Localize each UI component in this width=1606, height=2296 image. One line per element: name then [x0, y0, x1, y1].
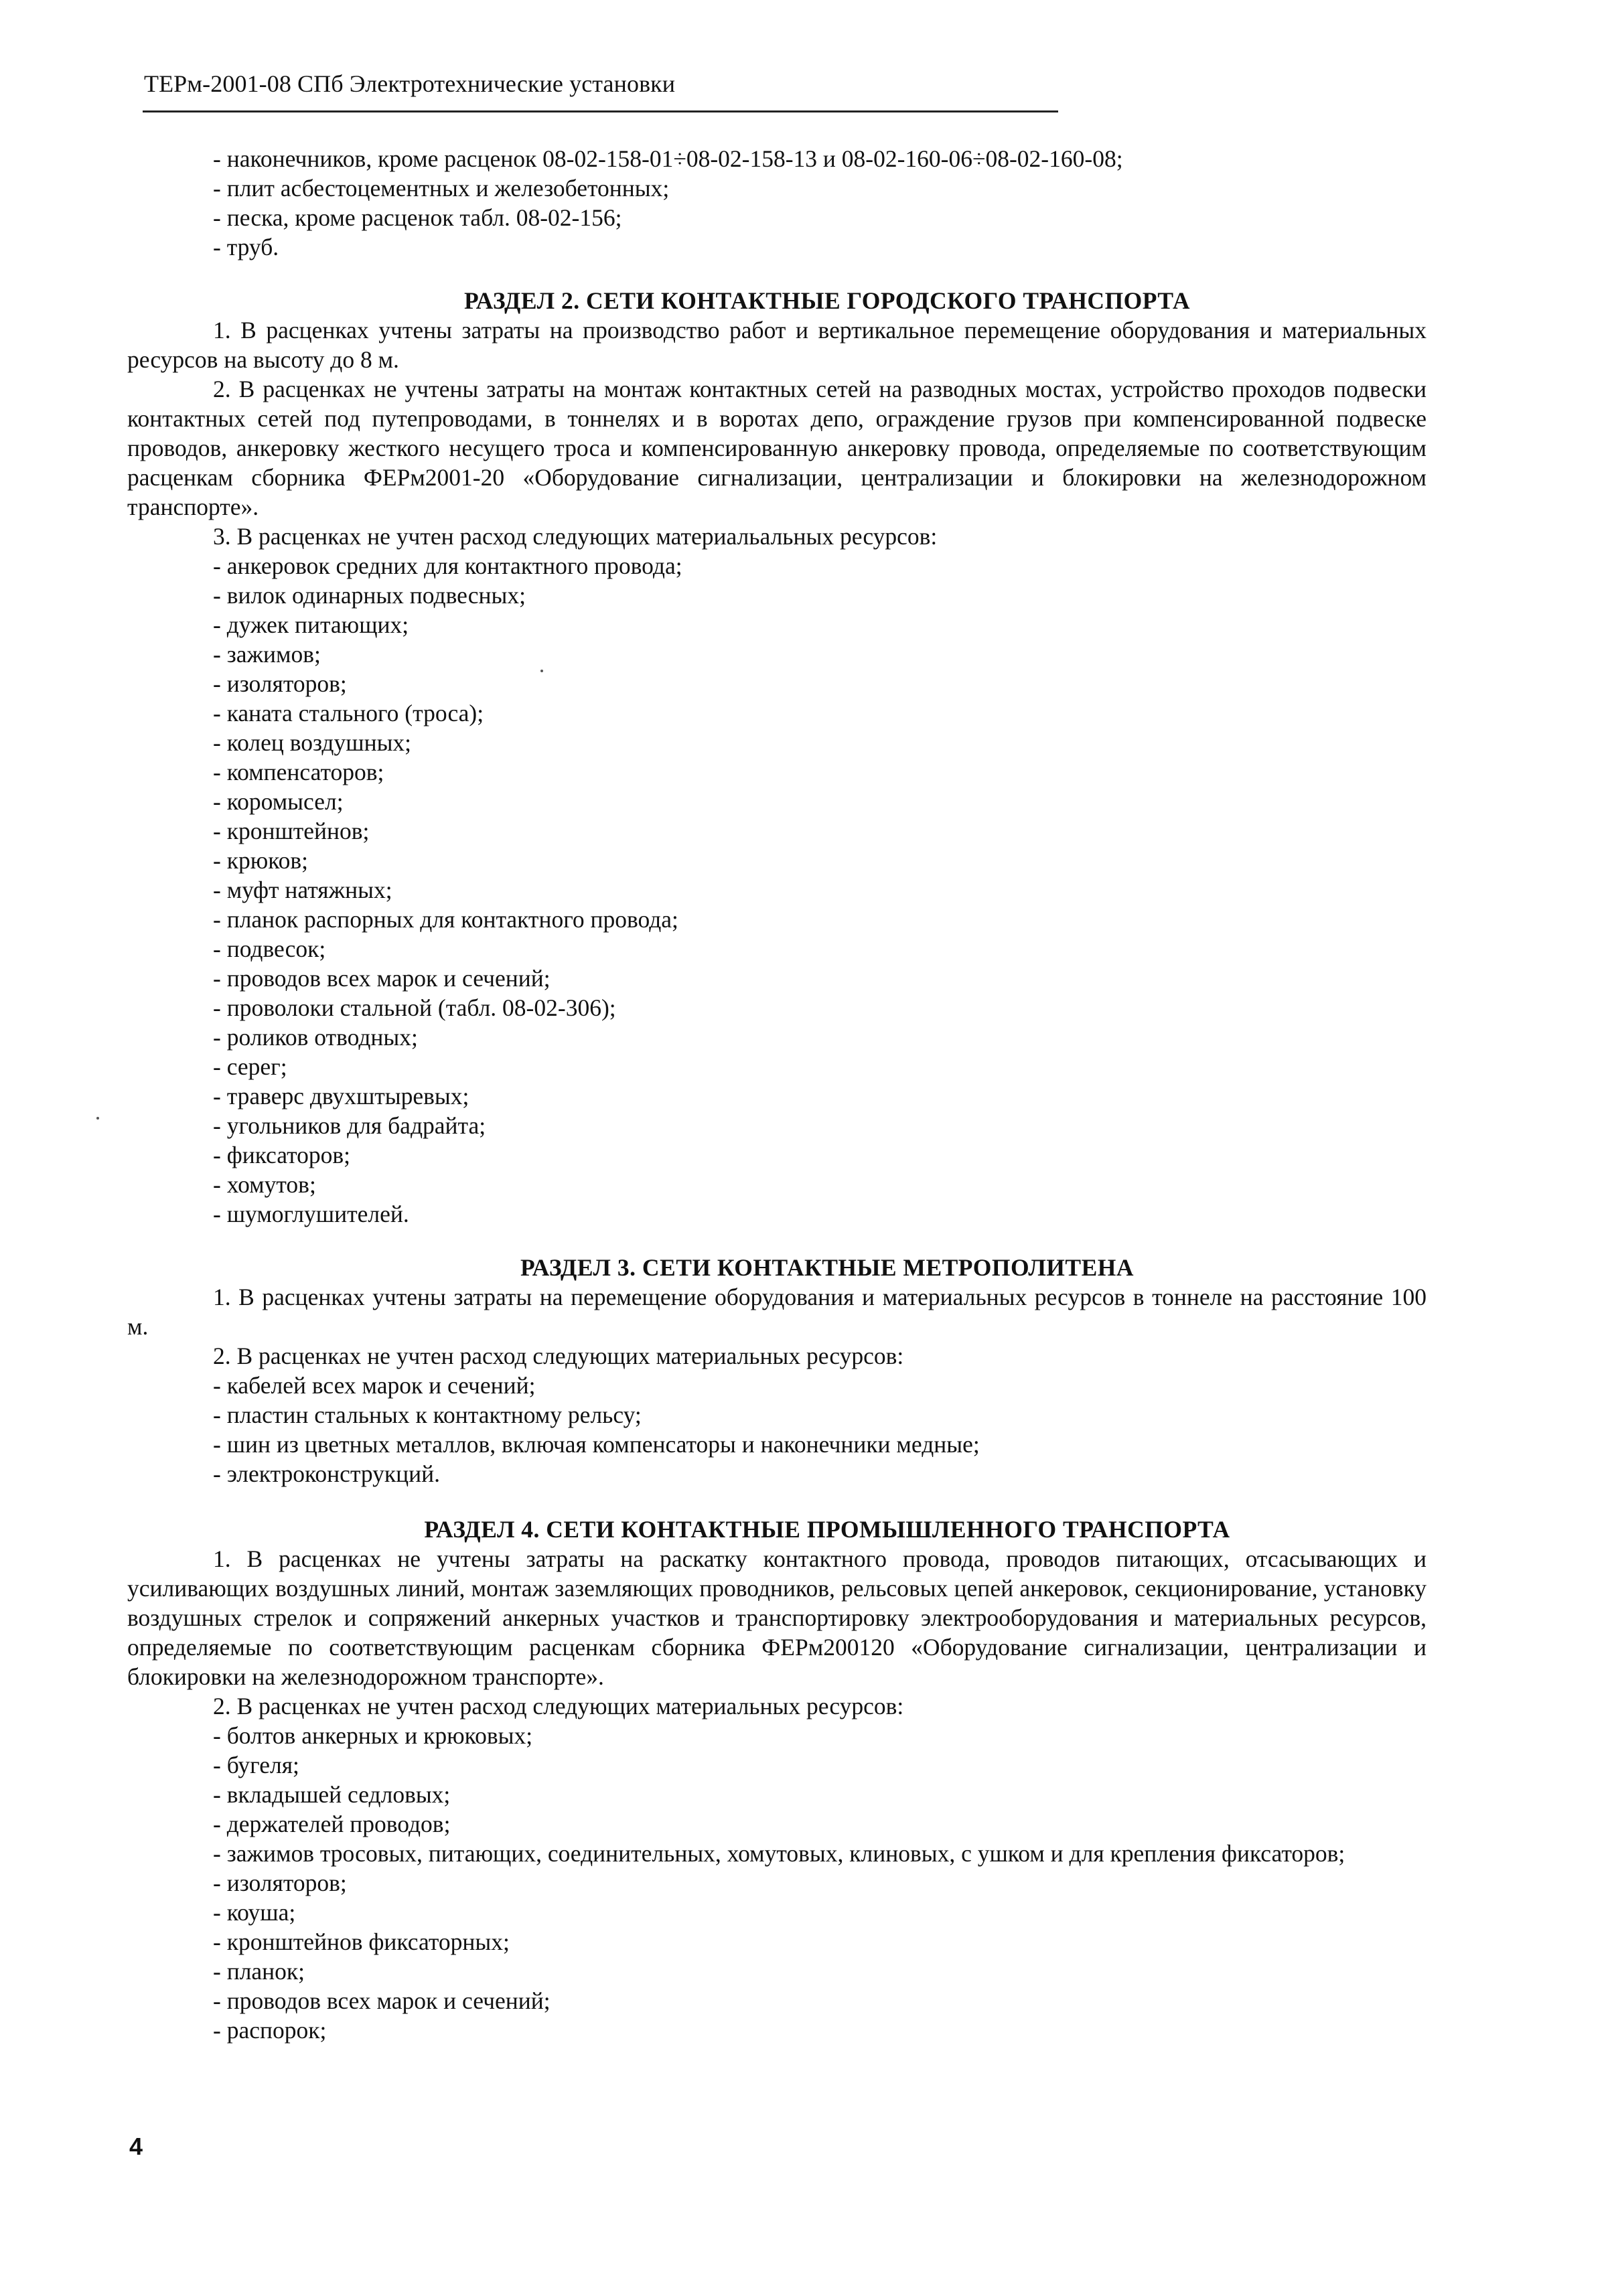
- list-item: - бугеля;: [213, 1752, 299, 1778]
- list-item: - угольников для бадрайта;: [213, 1112, 486, 1139]
- list-item: - колец воздушных;: [213, 729, 412, 756]
- list-item: - вилок одинарных подвесных;: [213, 582, 526, 609]
- header-rule: [143, 110, 1058, 112]
- list-item: - дужек питающих;: [213, 611, 409, 638]
- section-4-list: [127, 1721, 1427, 2045]
- running-header: ТЕРм-2001-08 СПб Электротехнические установки: [144, 70, 676, 97]
- section-4-heading: РАЗДЕЛ 4. СЕТИ КОНТАКТНЫЕ ПРОМЫШЛЕННОГО ТРАНСПОРТА: [424, 1516, 1230, 1543]
- section-2-paragraph-2: 2. В расценках не учтены затраты на монтаж контактных сетей на разводных мостах, устройство проходов подвески контактных сетей под путепроводами, в тоннелях и в воротах депо, ограждение грузов при компенсированной подвеске проводов, анкеровку жесткого несущего троса и компенсированную анкеровку провода, определяемые по соответствующим расценкам сборника ФЕРм2001-20 «Оборудование сигнализации, централизации и блокировки на железнодорожном транспорте».: [127, 376, 1427, 520]
- list-item: - проводов всех марок и сечений;: [213, 1987, 551, 2014]
- list-item: - наконечников, кроме расценок 08-02-158-01÷08-02-158-13 и 08-02-160-06÷08-02-160-08;: [213, 145, 1123, 172]
- list-item: - держателей проводов;: [213, 1811, 451, 1837]
- list-item: - кронштейнов;: [213, 818, 370, 844]
- list-item: - коуша;: [213, 1899, 296, 1926]
- list-item: - песка, кроме расценок табл. 08-02-156;: [213, 204, 622, 231]
- section-3-heading: РАЗДЕЛ 3. СЕТИ КОНТАКТНЫЕ МЕТРОПОЛИТЕНА: [520, 1254, 1135, 1281]
- section-2-heading: РАЗДЕЛ 2. СЕТИ КОНТАКТНЫЕ ГОРОДСКОГО ТРАНСПОРТА: [464, 287, 1190, 314]
- section-3-list: [127, 1371, 1427, 1488]
- list-item: - труб.: [213, 234, 279, 260]
- section-2-paragraph-1: 1. В расценках учтены затраты на производство работ и вертикальное перемещение оборудования и материальных ресурсов на высоту до 8 м.: [127, 317, 1427, 373]
- list-item: - болтов анкерных и крюковых;: [213, 1722, 533, 1749]
- list-item: - вкладышей седловых;: [213, 1781, 451, 1808]
- section-3: [127, 1253, 1427, 1488]
- list-item: - проводов всех марок и сечений;: [213, 965, 551, 992]
- list-item: - шумоглушителей.: [213, 1201, 409, 1227]
- list-item: - фиксаторов;: [213, 1142, 351, 1168]
- list-item: - изоляторов;: [213, 1869, 347, 1896]
- list-item: - муфт натяжных;: [213, 876, 392, 903]
- list-item: - кронштейнов фиксаторных;: [213, 1928, 510, 1955]
- list-item: - компенсаторов;: [213, 759, 384, 785]
- section-4: [127, 1515, 1427, 2045]
- list-item: - проволоки стальной (табл. 08-02-306);: [213, 994, 616, 1021]
- list-item: - зажимов;: [213, 641, 321, 668]
- document-body: [127, 144, 1427, 2045]
- list-item: - серег;: [213, 1053, 287, 1080]
- section-2: [127, 286, 1427, 1229]
- list-item: - изоляторов;: [213, 670, 347, 697]
- list-item: - шин из цветных металлов, включая компенсаторы и наконечники медные;: [213, 1431, 980, 1458]
- list-item: - хомутов;: [213, 1171, 316, 1198]
- list-item: - анкеровок средних для контактного провода;: [213, 552, 682, 579]
- section-4-paragraph-2: 2. В расценках не учтен расход следующих материальных ресурсов:: [213, 1693, 904, 1719]
- list-item: - подвесок;: [213, 935, 326, 962]
- list-item: - плит асбестоцементных и железобетонных;: [213, 175, 670, 202]
- list-item: - крюков;: [213, 847, 309, 874]
- list-item: - траверс двухштыревых;: [213, 1083, 469, 1109]
- list-item: - роликов отводных;: [213, 1024, 418, 1051]
- list-item: - кабелей всех марок и сечений;: [213, 1372, 536, 1399]
- list-item: - распорок;: [213, 2017, 327, 2044]
- section-2-list: [127, 551, 1427, 1229]
- list-item: - планок;: [213, 1958, 305, 1985]
- list-item: - зажимов тросовых, питающих, соединительных, хомутовых, клиновых, с ушком и для крепления фиксаторов;: [213, 1840, 1345, 1867]
- intro-list: [127, 144, 1427, 262]
- list-item: - пластин стальных к контактному рельсу;: [213, 1401, 642, 1428]
- list-item: - электроконструкций.: [213, 1460, 441, 1487]
- list-item: - коромысел;: [213, 788, 344, 815]
- page-number: 4: [129, 2133, 143, 2160]
- section-3-paragraph-2: 2. В расценках не учтен расход следующих материальных ресурсов:: [213, 1343, 904, 1369]
- list-item: - планок распорных для контактного провода;: [213, 906, 678, 933]
- section-4-paragraph-1: 1. В расценках не учтены затраты на раскатку контактного провода, проводов питающих, отсасывающих и усиливающих воздушных линий, монтаж заземляющих проводников, рельсовых цепей анкеровок, секционирование, установку воздушных стрелок и сопряжений анкерных участков и транспортировку электрооборудования и материальных ресурсов, определяемые по соответствующим расценкам сборника ФЕРм200120 «Оборудование сигнализации, централизации и блокировки на железнодорожном транспорте».: [127, 1545, 1427, 1690]
- section-3-paragraph-1: 1. В расценках учтены затраты на перемещение оборудования и материальных ресурсов в тоннеле на расстояние 100 м.: [127, 1284, 1427, 1340]
- section-2-paragraph-3: 3. В расценках не учтен расход следующих материальальных ресурсов:: [213, 523, 938, 550]
- scan-speck: [540, 670, 543, 672]
- scan-speck: [96, 1117, 99, 1120]
- list-item: - каната стального (троса);: [213, 700, 484, 726]
